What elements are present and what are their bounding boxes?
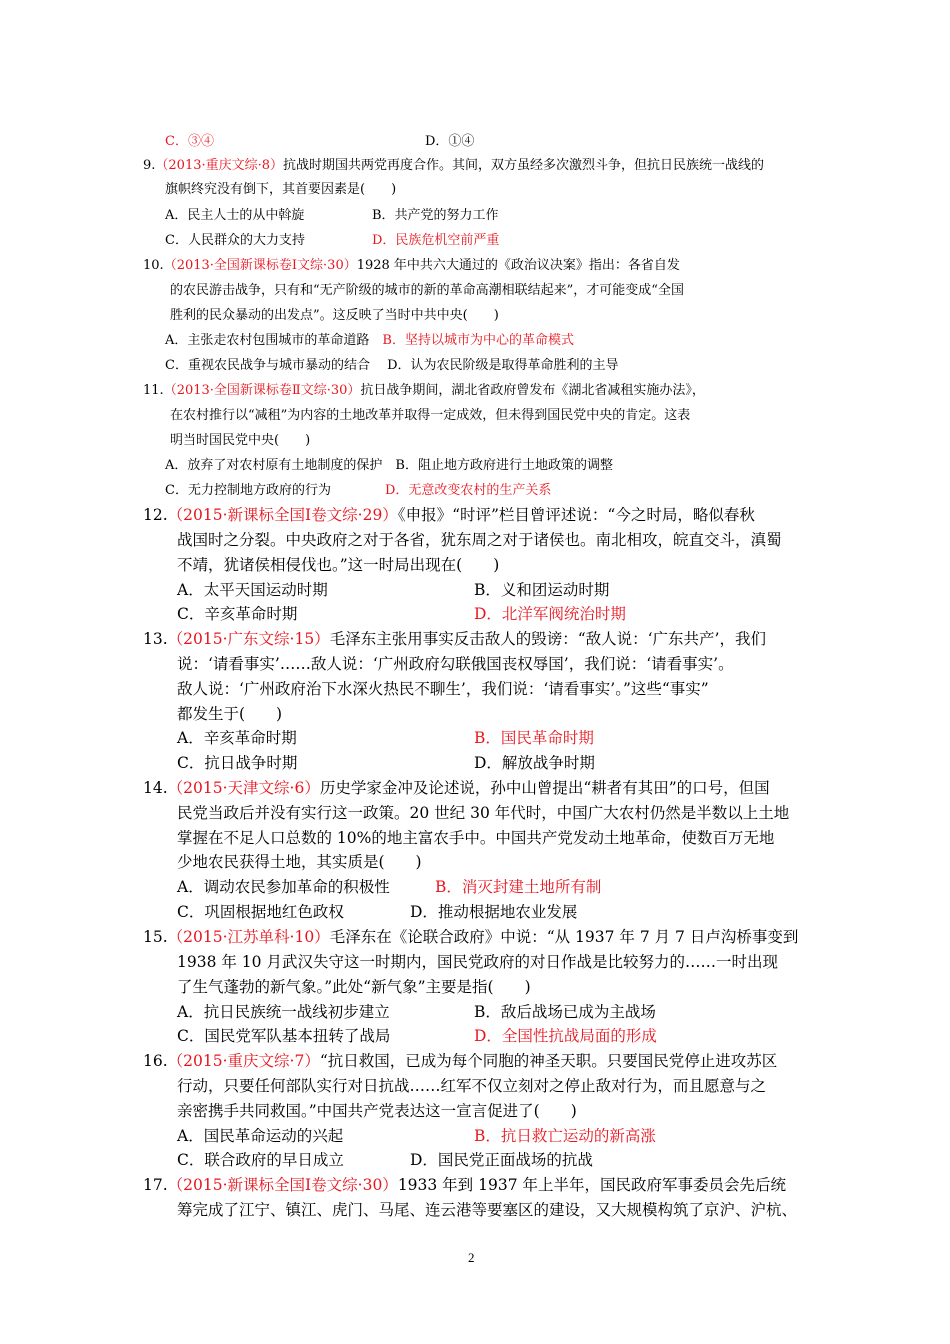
text-segment: 1928 年中共六大通过的《政治议决案》指出：各省自发 — [356, 258, 680, 273]
highlighted-text: B．消灭封建土地所有制 — [435, 878, 602, 896]
highlighted-text: B．坚持以城市为中心的革命模式 — [382, 333, 574, 348]
text-line — [177, 1074, 766, 1096]
text-line — [410, 1148, 593, 1170]
text-line — [165, 130, 214, 149]
text-line — [165, 354, 619, 373]
text-segment: 12. — [143, 506, 168, 524]
text-line — [474, 1024, 657, 1046]
highlighted-text: （2013·全国新课标卷Ⅰ文综·30） — [163, 258, 357, 273]
text-segment: C．人民群众的大力支持 — [165, 233, 305, 248]
text-segment: 《申报》“时评”栏目曾评述说：“今之时局，略似春秋 — [397, 506, 755, 524]
text-segment: 的农民游击战争，只有和“无产阶级的城市的新的革命高潮相联结起来”，才可能变成“全国 — [170, 283, 684, 298]
text-segment: C．重视农民战争与城市暴动的结合 D．认为农民阶级是取得革命胜利的主导 — [165, 358, 619, 373]
text-line — [165, 229, 305, 248]
highlighted-text: （2013·重庆文综·8） — [155, 158, 284, 173]
text-segment: A．抗日民族统一战线初步建立 — [177, 1003, 390, 1021]
text-line — [177, 726, 297, 748]
text-line — [177, 975, 531, 997]
text-line — [435, 875, 601, 897]
highlighted-text: （2015·新课标全国Ⅰ卷文综·29） — [167, 506, 398, 524]
highlighted-text: D．北洋军阀统治时期 — [474, 605, 626, 623]
text-line — [474, 1000, 656, 1022]
text-segment: C．无力控制地方政府的行为 — [165, 483, 331, 498]
text-segment: C．联合政府的早日成立 — [177, 1151, 344, 1169]
text-segment: D．推动根据地农业发展 — [410, 903, 578, 921]
highlighted-text: B．抗日救亡运动的新高涨 — [474, 1127, 656, 1145]
text-segment: 16. — [143, 1052, 168, 1070]
text-segment: 都发生于( ) — [177, 705, 283, 723]
text-segment: A．辛亥革命时期 — [177, 729, 297, 747]
text-line — [474, 578, 609, 600]
text-line — [474, 751, 595, 773]
text-line — [143, 379, 705, 398]
text-line — [425, 130, 474, 149]
text-line — [143, 154, 764, 173]
text-line — [143, 1049, 777, 1071]
highlighted-text: C．③④ — [165, 134, 214, 149]
text-line — [177, 578, 328, 600]
text-segment: 少地农民获得土地，其实质是( ) — [177, 853, 422, 871]
text-line — [177, 652, 734, 674]
text-line — [177, 1198, 797, 1220]
text-line — [177, 826, 774, 848]
text-segment: 亲密携手共同救国。”中国共产党表达这一宣言促进了( ) — [177, 1102, 577, 1120]
text-line — [143, 776, 770, 798]
text-line — [474, 726, 594, 748]
text-line — [177, 1099, 577, 1121]
text-line — [165, 204, 304, 223]
text-line — [177, 702, 282, 724]
text-segment: B．义和团运动时期 — [474, 581, 610, 599]
text-line — [385, 479, 551, 498]
text-segment: A．主张走农村包围城市的革命道路 — [165, 333, 383, 348]
text-line — [177, 553, 499, 575]
highlighted-text: （2015·重庆文综·7） — [167, 1052, 320, 1070]
text-line — [177, 850, 422, 872]
text-segment: 战国时之分裂。中央政府之对于各省，犹东周之对于诸侯也。南北相攻，皖直交斗，滇蜀 — [177, 531, 782, 549]
text-segment: “抗日救国，已成为每个同胞的神圣天职。只要国民党停止进攻苏区 — [319, 1052, 778, 1070]
text-line — [170, 304, 499, 323]
highlighted-text: （2015·新课标全国Ⅰ卷文综·30） — [167, 1176, 398, 1194]
text-line — [177, 801, 789, 823]
text-line — [474, 602, 626, 624]
text-segment: 民党当政后并没有实行这一政策。20 世纪 30 年代时，中国广大农村仍然是半数以上土地 — [177, 804, 790, 822]
text-segment: 明当时国民党中央( ) — [170, 433, 311, 448]
text-line — [177, 950, 778, 972]
text-segment: 在农村推行以“减租”为内容的土地改革并取得一定成效，但未得到国民党中央的肯定。这表 — [170, 408, 691, 423]
highlighted-text: （2015·天津文综·6） — [167, 779, 320, 797]
text-segment: 1933 年到 1937 年上半年，国民政府军事委员会先后统 — [397, 1176, 786, 1194]
text-line — [177, 1000, 390, 1022]
text-segment: 抗战时期国共两党再度合作。其间，双方虽经多次激烈斗争，但抗日民族统一战线的 — [283, 158, 765, 173]
text-line — [165, 454, 613, 473]
text-line — [165, 479, 331, 498]
text-segment: 掌握在不足人口总数的 10%的地主富农手中。中国共产党发动土地革命，使数百万无地 — [177, 829, 775, 847]
text-segment: 10. — [143, 258, 164, 273]
text-segment: 毛泽东在《论联合政府》中说：“从 1937 年 7 月 7 日卢沟桥事变到 — [329, 928, 799, 946]
text-segment: C．抗日战争时期 — [177, 754, 298, 772]
text-line — [143, 925, 798, 947]
text-segment: 筹完成了江宁、镇江、虎门、马尾、连云港等要塞区的建设，又大规模构筑了京沪、沪杭、 — [177, 1201, 798, 1219]
highlighted-text: B．国民革命时期 — [474, 729, 594, 747]
text-line — [143, 1173, 786, 1195]
text-segment: 旗帜终究没有倒下，其首要因素是( ) — [165, 182, 397, 197]
text-segment: 胜利的民众暴动的出发点”。这反映了当时中共中央( ) — [170, 308, 499, 323]
text-line — [474, 1124, 656, 1146]
text-segment: A．调动农民参加革命的积极性 — [177, 878, 390, 896]
text-line — [177, 1024, 390, 1046]
text-segment: A．太平天国运动时期 — [177, 581, 328, 599]
text-segment: 说：‘请看事实’……敌人说：‘广州政府勾联俄国丧权辱国’，我们说：‘请看事实’。 — [177, 655, 734, 673]
text-line — [177, 1124, 343, 1146]
text-segment: 抗日战争期间，湖北省政府曾发布《湖北省减租实施办法》， — [360, 383, 705, 398]
text-line — [170, 279, 684, 298]
text-line — [410, 900, 577, 922]
text-segment: D．国民党正面战场的抗战 — [410, 1151, 593, 1169]
text-segment: D．①④ — [425, 134, 475, 149]
text-segment: B．敌后战场已成为主战场 — [474, 1003, 656, 1021]
text-line — [143, 254, 680, 273]
text-line — [177, 602, 297, 624]
text-segment: C．辛亥革命时期 — [177, 605, 298, 623]
page-number: 2 — [468, 1250, 475, 1265]
text-segment: 14. — [143, 779, 168, 797]
highlighted-text: （2015·江苏单科·10） — [167, 928, 330, 946]
text-segment: A．国民革命运动的兴起 — [177, 1127, 344, 1145]
text-segment: 毛泽东主张用事实反击敌人的毁谤：“敌人说：‘广东共产’，我们 — [329, 630, 766, 648]
text-segment: A．民主人士的从中斡旋 — [165, 208, 305, 223]
text-line — [165, 329, 574, 348]
text-segment: 1938 年 10 月武汉失守这一时期内，国民党政府的对日作战是比较努力的……一时出现 — [177, 953, 778, 971]
text-segment: B．共产党的努力工作 — [372, 208, 499, 223]
text-line — [177, 677, 709, 699]
text-line — [170, 404, 690, 423]
text-segment: 历史学家金冲及论述说，孙中山曾提出“耕者有其田”的口号，但国 — [319, 779, 770, 797]
text-line — [372, 204, 499, 223]
highlighted-text: D．无意改变农村的生产关系 — [385, 483, 552, 498]
highlighted-text: （2013·全国新课标卷Ⅱ文综·30） — [163, 383, 361, 398]
text-segment: 不靖，犹诸侯相侵伐也。”这一时局出现在( ) — [177, 556, 500, 574]
text-line — [177, 875, 390, 897]
text-segment: 行动，只要任何部队实行对日抗战……红军不仅立刻对之停止敌对行为，而且愿意与之 — [177, 1077, 767, 1095]
text-segment: 9. — [143, 158, 156, 173]
text-segment: 敌人说：‘广州政府治下水深火热民不聊生’，我们说：‘请看事实’。”这些“事实” — [177, 680, 709, 698]
text-segment: 了生气蓬勃的新气象。”此处“新气象”主要是指( ) — [177, 978, 531, 996]
text-segment: D．解放战争时期 — [474, 754, 595, 772]
highlighted-text: D．全国性抗战局面的形成 — [474, 1027, 657, 1045]
text-segment: C．巩固根据地红色政权 — [177, 903, 344, 921]
text-line — [165, 178, 396, 197]
highlighted-text: （2015·广东文综·15） — [167, 630, 330, 648]
text-line — [177, 528, 782, 550]
text-line — [143, 503, 755, 525]
text-line — [177, 900, 344, 922]
text-segment: 15. — [143, 928, 168, 946]
text-segment: 13. — [143, 630, 168, 648]
highlighted-text: D．民族危机空前严重 — [372, 233, 500, 248]
text-line — [372, 229, 499, 248]
text-segment: 11. — [143, 383, 164, 398]
text-line — [170, 429, 310, 448]
text-line — [177, 1148, 344, 1170]
text-line — [143, 627, 766, 649]
text-line — [177, 751, 297, 773]
text-segment: C．国民党军队基本扭转了战局 — [177, 1027, 391, 1045]
text-segment: 17. — [143, 1176, 168, 1194]
text-segment: A．放弃了对农村原有土地制度的保护 B．阻止地方政府进行土地政策的调整 — [165, 458, 613, 473]
